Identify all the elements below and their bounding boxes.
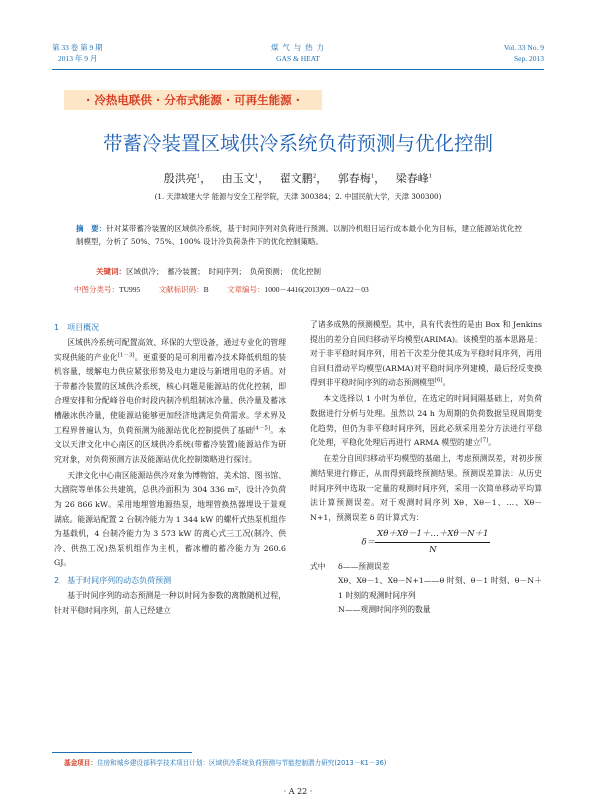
clc-label: 中图分类号：	[74, 285, 119, 294]
author-name: 由玉文	[221, 172, 255, 185]
header-volume-cn: 第 33 卷 第 9 期	[52, 43, 103, 52]
body-paragraph: 在差分自回归移动平均模型的基础上，考虑预测误差，对初步预测结果进行修正，从而得到最终预测结果。预测误差算法：从历史时间序列中选取一定量的观测时间序列，采用一次简单移动平均算法计算预测误差。对于观测时间序列 Xθ、Xθ－1、…、Xθ－N+1，预测误差 δ 的计算式为：	[310, 454, 542, 522]
body-paragraph	[54, 336, 286, 467]
definition-row	[310, 603, 542, 618]
definition-text: δ——预测误差	[338, 561, 390, 571]
body-paragraph	[310, 318, 542, 391]
author-name: 郭春梅	[337, 172, 371, 185]
author-affil-mark: 2	[312, 173, 317, 180]
definition-text: N——观测时间序列的数量	[338, 605, 431, 615]
equation-lhs: δ＝	[361, 537, 376, 548]
paragraph-text: 了诸多成熟的预测模型。其中，具有代表性的是由 Box 和 Jenkins 提出的差分自回归移动平均模型(ARIMA)。该模型的基本思路是：对于非平稳时间序列，用若干次差分使其成为平稳时间序列，再用自回归滑动平均模型(ARMA)对平稳时间序列建模，最后经反变换得到非平稳时间序列的动态预测模型	[310, 320, 542, 388]
paragraph-text: 。更重要的是可利用蓄冷技术降低机组的装机容量，缓解电力供应紧张形势及电力建设与新增用电的矛盾。对于带蓄冷装置的区域供冷系统，核心问题是能源站的优化控制，即合理安排和分配峰谷电价时段内制冷机组制冰冷量、供冷量及蓄冰槽融冰供冷量，使能源站能够更加经济地满足负荷需求。学术界及工程界普遍认为，负荷预测为能源站优化控制提供了基础	[54, 352, 286, 435]
author-affil-mark: 1	[370, 173, 375, 180]
author-name: 殷洪亮	[163, 172, 197, 185]
section-heading: 2 基于时间序列的动态负荷预测	[54, 576, 172, 585]
paragraph-text: 。本文以天津文化中心南区的区域供冷系统(带蓄冷装置)能源站作为研究对象，对负荷预测方法及能源站优化控制策略进行探讨。	[54, 425, 287, 464]
section-banner: · 冷热电联供 · 分布式能源 · 可再生能源 ·	[64, 90, 322, 110]
definition-row	[310, 560, 542, 575]
clc-value: TU995	[119, 285, 141, 294]
citation: [6]	[434, 377, 443, 384]
paragraph-text: 区域供冷系统可配置高效、环保的大型设备，通过专业化的管理实现供能的产业化	[54, 338, 286, 362]
section-heading: 1 项目概况	[54, 323, 100, 332]
funding-note	[64, 758, 544, 769]
body-paragraph	[310, 392, 542, 450]
abstract	[76, 222, 522, 248]
paper-title: 带蓄冷装置区域供冷系统负荷预测与优化控制	[102, 132, 493, 155]
keywords-text: 区域供冷； 蓄冷装置； 时间序列； 负荷预测； 优化控制	[126, 267, 321, 276]
header-divider	[52, 69, 544, 70]
header-date-en: Sep. 2013	[514, 54, 544, 63]
equation-denominator: N	[429, 544, 437, 555]
author-name: 翟文鹏	[279, 172, 313, 185]
header-date-cn: 2013 年 9 月	[58, 54, 98, 63]
header-vol-en: Vol. 33 No. 9	[503, 43, 544, 52]
page-number: · A 22 ·	[283, 787, 313, 796]
citation: [4－5]	[253, 424, 271, 431]
author-name: 梁春峰	[395, 172, 429, 185]
header-journal-en: GAS & HEAT	[276, 54, 320, 63]
definition-row	[310, 574, 542, 603]
author-affil-mark: 1	[196, 173, 201, 180]
article-no-value: 1000－4416(2013)09－0A22－03	[264, 285, 369, 294]
paragraph-text: 本文选择以 1 小时为单位，在选定的时间间隔基础上，对负荷数据进行分析与处理。虽然以 24 h 为周期的负荷数据呈现周期变化趋势，但仍为非平稳时间序列，因此必须采用差分方法进行平稳化处理，平稳化处理后再进行 ARMA 模型的建立	[310, 394, 542, 448]
abstract-text: 针对某带蓄冷装置的区域供冷系统，基于时间序列对负荷进行预测。以制冷机组日运行成本最小化为目标，建立能源站优化控制模型，分析了 50%、75%、100% 设计冷负荷条件下的优化控制策略。	[76, 224, 523, 246]
affiliation: (1. 天津城建大学 能源与安全工程学院，天津 300384；2. 中国民航大学，天津 300300)	[154, 192, 442, 201]
equation	[310, 527, 542, 557]
header-journal-cn: 煤 气 与 热 力	[271, 43, 325, 52]
body-column-right	[310, 318, 542, 618]
author-affil-mark: 1	[428, 173, 433, 180]
definition-intro: 式中	[310, 561, 326, 571]
doc-code-value: B	[203, 285, 209, 294]
paragraph-text: 。	[488, 438, 497, 448]
citation: [7]	[480, 437, 489, 444]
body-paragraph: 基于时间序列的动态预测是一种以时间为参数的离散随机过程，针对平稳时间序列，前人已经建立	[54, 591, 286, 615]
equation-fraction	[375, 527, 490, 557]
author-affil-mark: 1	[254, 173, 259, 180]
body-column-left	[54, 318, 286, 620]
body-paragraph: 天津文化中心南区能源站供冷对象为博物馆、美术馆、图书馆、大剧院等单体公共建筑，总供冷面积为 304 336 m²，设计冷负荷为 26 866 kW。采用地埋管地源热泵，地埋管换热器埋设于景观湖底。能源站配置 2 台制冷能力为 1 344 kW 的螺杆式热泵机组作为基载机，4 台制冷能力为 3 573 kW 的离心式三工况(制冷、供冷、供热工况)热泵机组作为主机，蓄冰槽的蓄冷能力为 260.6 GJ。	[54, 470, 286, 568]
citation: [1－3]	[117, 352, 135, 358]
definition-text: Xθ、Xθ－1、Xθ－N+1——θ 时刻、θ－1 时刻、θ－N＋1 时刻的观测时间序列	[338, 576, 542, 600]
author-list: 殷洪亮$^1$， 由玉文$^1$， 翟文鹏$^2$， 郭春梅$^1$， 梁春峰$^1$	[163, 172, 433, 185]
keywords	[96, 266, 321, 277]
footnote-divider	[52, 752, 192, 753]
paragraph-text: 。	[442, 378, 451, 388]
abstract-label: 摘 要：	[76, 224, 107, 233]
doc-code-label: 文献标识码：	[158, 285, 204, 294]
equation-numerator: Xθ＋Xθ－1＋…＋Xθ－N＋1	[375, 527, 490, 543]
article-no-label: 文章编号：	[227, 285, 265, 294]
classification-line	[74, 284, 385, 295]
funding-label: 基金项目：	[64, 759, 97, 767]
keywords-label: 关键词：	[96, 267, 126, 276]
funding-text: 住房和城乡建设部科学技术项目计划：区域供冷系统负荷预测与节能控制潜力研究(2013－K1－36)	[96, 759, 387, 767]
header-volume-en	[504, 42, 544, 64]
